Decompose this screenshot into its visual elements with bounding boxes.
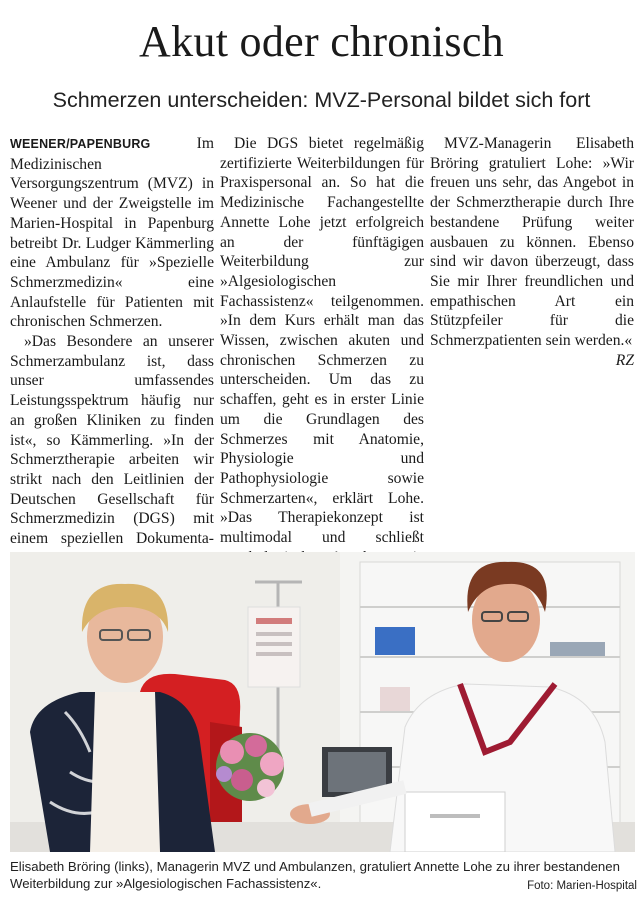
flower-bouquet (216, 733, 284, 801)
article-photo (10, 552, 635, 852)
article-paragraph: »Das Besondere an unserer Schmerzambulanz ist, dass unser umfassendes Leistungsspektrum häufig nur an großen Kliniken zu finden ist«, so Kämmerling. »In der Schmerztherapie arbeiten wir strikt nach den Leitlinien der Deutschen Gesellschaft für Schmerzmedizin (DGS) mit einem speziellen Dokumenta (10, 333, 214, 548)
article-paragraph (10, 134, 214, 332)
photo-credit: Foto: Marien-Hospital (527, 880, 637, 892)
photo-illustration (10, 552, 635, 852)
author-signature: RZ (615, 351, 634, 369)
subheadline: Schmerzen unterscheiden: MVZ-Personal bildet sich fort (52, 88, 591, 112)
photo-caption: Elisabeth Bröring (links), Managerin MVZ und Ambulanzen, gratuliert Annette Lohe zu ihrer bestandenen Weiterbildung zur »Algesiologischen Fachassistenz«. (10, 859, 620, 891)
paragraph-text: Im Medizinischen Versorgungszentrum (MVZ) in Weener und der Zweigstelle im Marien-Hospital in Papenburg betreibt Dr. Ludger Kämmerling eine Ambulanz für »Spezielle Schmerzmedizin« eine Anlaufstelle für Patienten mit chronischen Schmerzen. (10, 135, 214, 331)
article-column-3 (430, 134, 634, 370)
paragraph-text: MVZ-Managerin Elisabeth Bröring gratuliert Lohe: »Wir freuen uns sehr, das Angebot in der Schmerztherapie durch Ihre bestandene Prüfung weiter ausbauen zu können. Ebenso sind wir davon überzeugt, dass Sie mir Ihrer freundlichen und empathischen Art ein Stützpfeiler für die Schmerzpatienten sein werden.« (430, 135, 634, 350)
headline: Akut oder chronisch (139, 17, 504, 66)
article-paragraph: Die DGS bietet regelmäßig zertifizierte Weiterbildungen für Praxispersonal an. So hat die Medizinische Fachangestellte Annette Lohe jetzt erfolgreich an der fünftägigen Weiterbildung zur »Algesiologischen Fachassistenz« teilgenommen. »In dem Kurs erhält man das Wissen, zwischen akuten und chronischen Schmerzen zu unterscheiden. Um das zu schaffen, geht es in erster Linie um die Grundlagen des Schmerzes mit Anatomie, Physiologie und Pathophysiologie sowie Schmerzarten«, erklärt Lohe. »Das Therapiekonzept ist multimodal und schließt (220, 135, 424, 547)
article-paragraph (430, 134, 634, 369)
dateline: WEENER/PAPENBURG (10, 137, 151, 151)
